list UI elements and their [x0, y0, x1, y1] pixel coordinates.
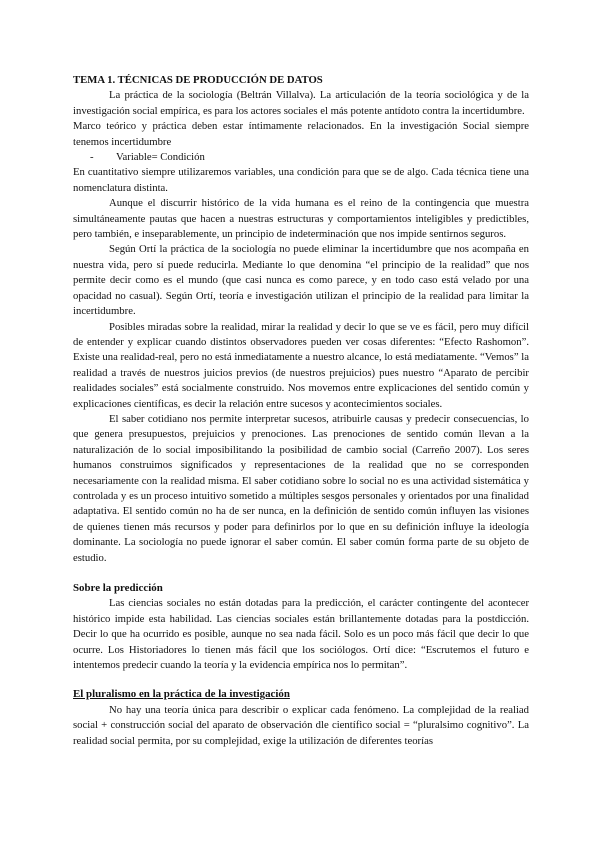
document-title: TEMA 1. TÉCNICAS DE PRODUCCIÓN DE DATOS [73, 74, 323, 86]
paragraph-pluralismo: No hay una teoría única para describir o explicar cada fenómeno. La complejidad de la realiad social + construcción social del aparato de observación dle científico social = “pluralsimo cognitivo”. La realidad social permita, por su complejidad, exige la utilización de diferentes teorías [73, 703, 529, 747]
heading-prediccion: Sobre la predicción [73, 582, 163, 594]
paragraph-prediccion: Las ciencias sociales no están dotadas para la predicción, el carácter contingente del acontecer histórico impide esta habilidad. Las ciencias sociales están brillantemente dotadas para la postdicción. Decir lo que ha ocurrido es posible, aunque no sea nada fácil. Solo es un poco más fácil que decir lo que ocurre. Los Historiadores lo tienen más fácil que los sociólogos. Ortí dice: “Escrutemos el futuro e intentemos predecir cuando la teoría y la evidencia empírica nos lo permitan”. [73, 597, 529, 672]
paragraph-marco-teorico: Marco teórico y práctica deben estar íntimamente relacionados. En la investigación Social siempre tenemos incertidumbre [73, 120, 529, 148]
heading-pluralismo: El pluralismo en la práctica de la investigación [73, 688, 290, 701]
bullet-dash: - [90, 151, 94, 164]
paragraph-discurrir-historico: Aunque el discurrir histórico de la vida humana es el reino de la contingencia que muestra simultáneamente pautas que hacen a nuestras estructuras y comportamientos inteligibles y predictibles, pero también, e inseparablemente, un principio de indeterminación que nos impide sentirnos seguros. [73, 197, 529, 241]
paragraph-cuantitativo: En cuantitativo siempre utilizaremos variables, una condición para que se de algo. Cada técnica tiene una nomenclatura distinta. [73, 166, 529, 194]
bullet-item [90, 150, 529, 165]
paragraph-miradas: Posibles miradas sobre la realidad, mirar la realidad y decir lo que se ve es fácil, pero muy difícil de entender y explicar cuando distintos observadores pueden ver cosas diferentes: “Efecto Rashomon”. Existe una realidad-real, pero no está inmediatamente a nuestro alcance, lo está mediatamente. “Vemos” la realidad a través de nuestros juicios previos (de nuestros prejuicios) pues nuestro “Aparato de percibir realidades sociales” está socialmente construido. Nos movemos entre explicaciones del sentido común y explicaciones científicas, es decir la relación entre sucesos y acontecimientos sociales. [73, 320, 529, 410]
paragraph-saber-cotidiano: El saber cotidiano nos permite interpretar sucesos, atribuirle causas y predecir consecuencias, lo que genera presupuestos, prejuicios y prenociones. Las prenociones de sentido común llevan a la naturalización de lo social imposibilitando la posibilidad de cambio social (Carreño 2007). Los seres humanos construimos significados y representaciones de la realidad que no se corresponden necesariamente con la realidad misma. El saber cotidiano sobre lo social no es una actividad sistemática y controlada y es un proceso intuitivo sometido a múltiples sesgos personales y orientados por una finalidad adaptativa. El sentido común no ha de ser nunca, en la definición de sentido común influyen las visiones de quienes tienen más recursos y poder para definirlos por lo que en su definición influye la ideología dominante. La sociología no puede ignorar el saber común. El saber común forma parte de su objeto de estudio. [73, 412, 529, 564]
document-page [73, 73, 529, 749]
bullet-text: Variable= Condición [116, 151, 205, 164]
paragraph-beltran: La práctica de la sociología (Beltrán Villalva). La articulación de la teoría sociológica y de la investigación social empírica, es para los actores sociales el más potente antídoto contra la incertidumbre. [73, 89, 529, 117]
paragraph-segun-orti: Según Ortí la práctica de la sociología no puede eliminar la incertidumbre que nos acompaña en nuestra vida, pero sí puede reducirla. Mediante lo que denomina “el principio de la realidad” que nos permite decir como es el mundo (que casi nunca es como parece, y en todo caso está velado por una opacidad no casual). Según Ortí, teoría e investigación utilizan el principio de la realidad para limitar la incertidumbre. [73, 243, 529, 318]
